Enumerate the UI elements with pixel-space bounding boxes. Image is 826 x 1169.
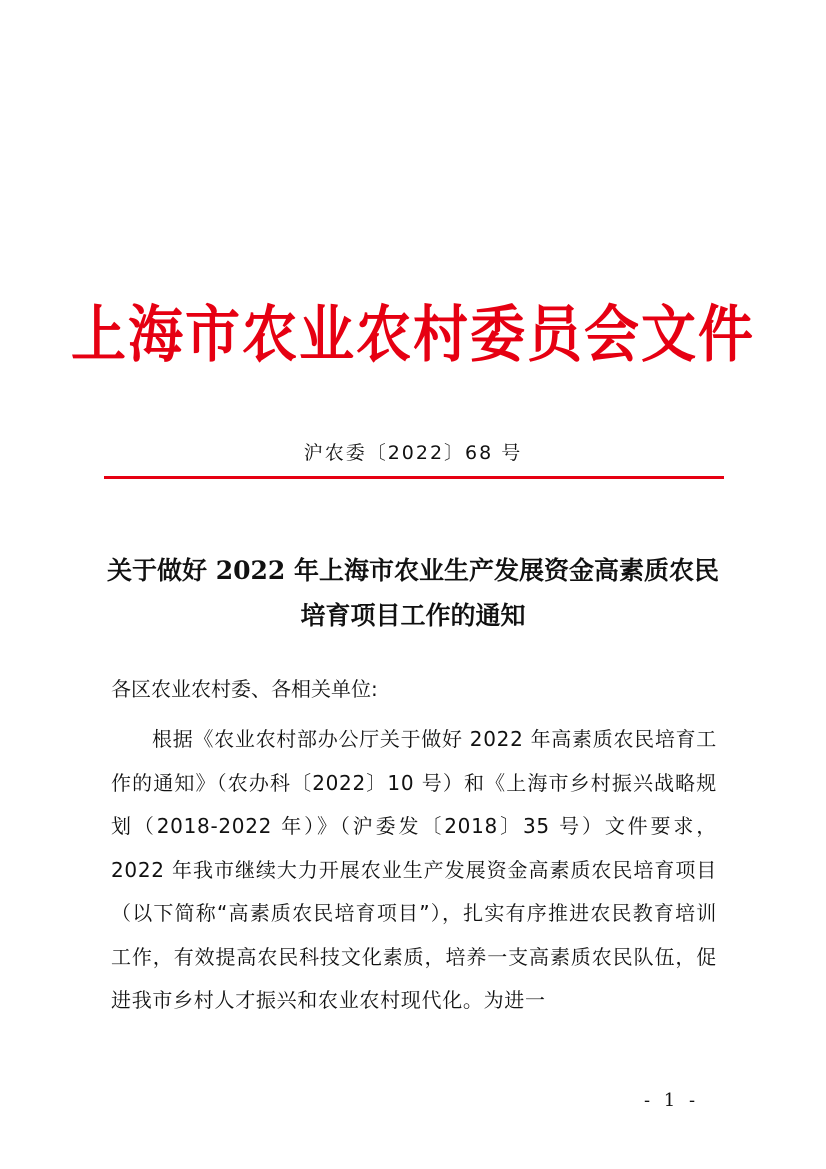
document-masthead: 上海市农业农村委员会文件 [70, 297, 755, 370]
body-text: 根据《农业农村部办公厅关于做好 2022 年高素质农民培育工作的通知》（农办科〔2022〕10 号）和《上海市乡村振兴战略规划（2018-2022 年）》（沪委发〔2018〕35 号）文件要求，2022 年我市继续大力开展农业生产发展资金高素质农民培育项目（以下简称“高素质农民培育项目”），扎实有序推进农民教育培训工作，有效提高农民科技文化素质，培养一支高素质农民队伍，促进我市乡村人才振兴和农业农村现代化。为进一 [111, 727, 717, 1012]
page-number: - 1 - [644, 1090, 700, 1111]
red-divider-line [104, 476, 724, 479]
title-line-2: 培育项目工作的通知 [300, 601, 526, 630]
salutation: 各区农业农村委、各相关单位: [111, 677, 378, 701]
title-line-1: 关于做好 2022 年上海市农业生产发展资金高素质农民 [107, 556, 719, 585]
body-paragraph [111, 718, 717, 1023]
document-number: 沪农委〔2022〕68 号 [303, 442, 523, 464]
document-title [100, 548, 726, 638]
